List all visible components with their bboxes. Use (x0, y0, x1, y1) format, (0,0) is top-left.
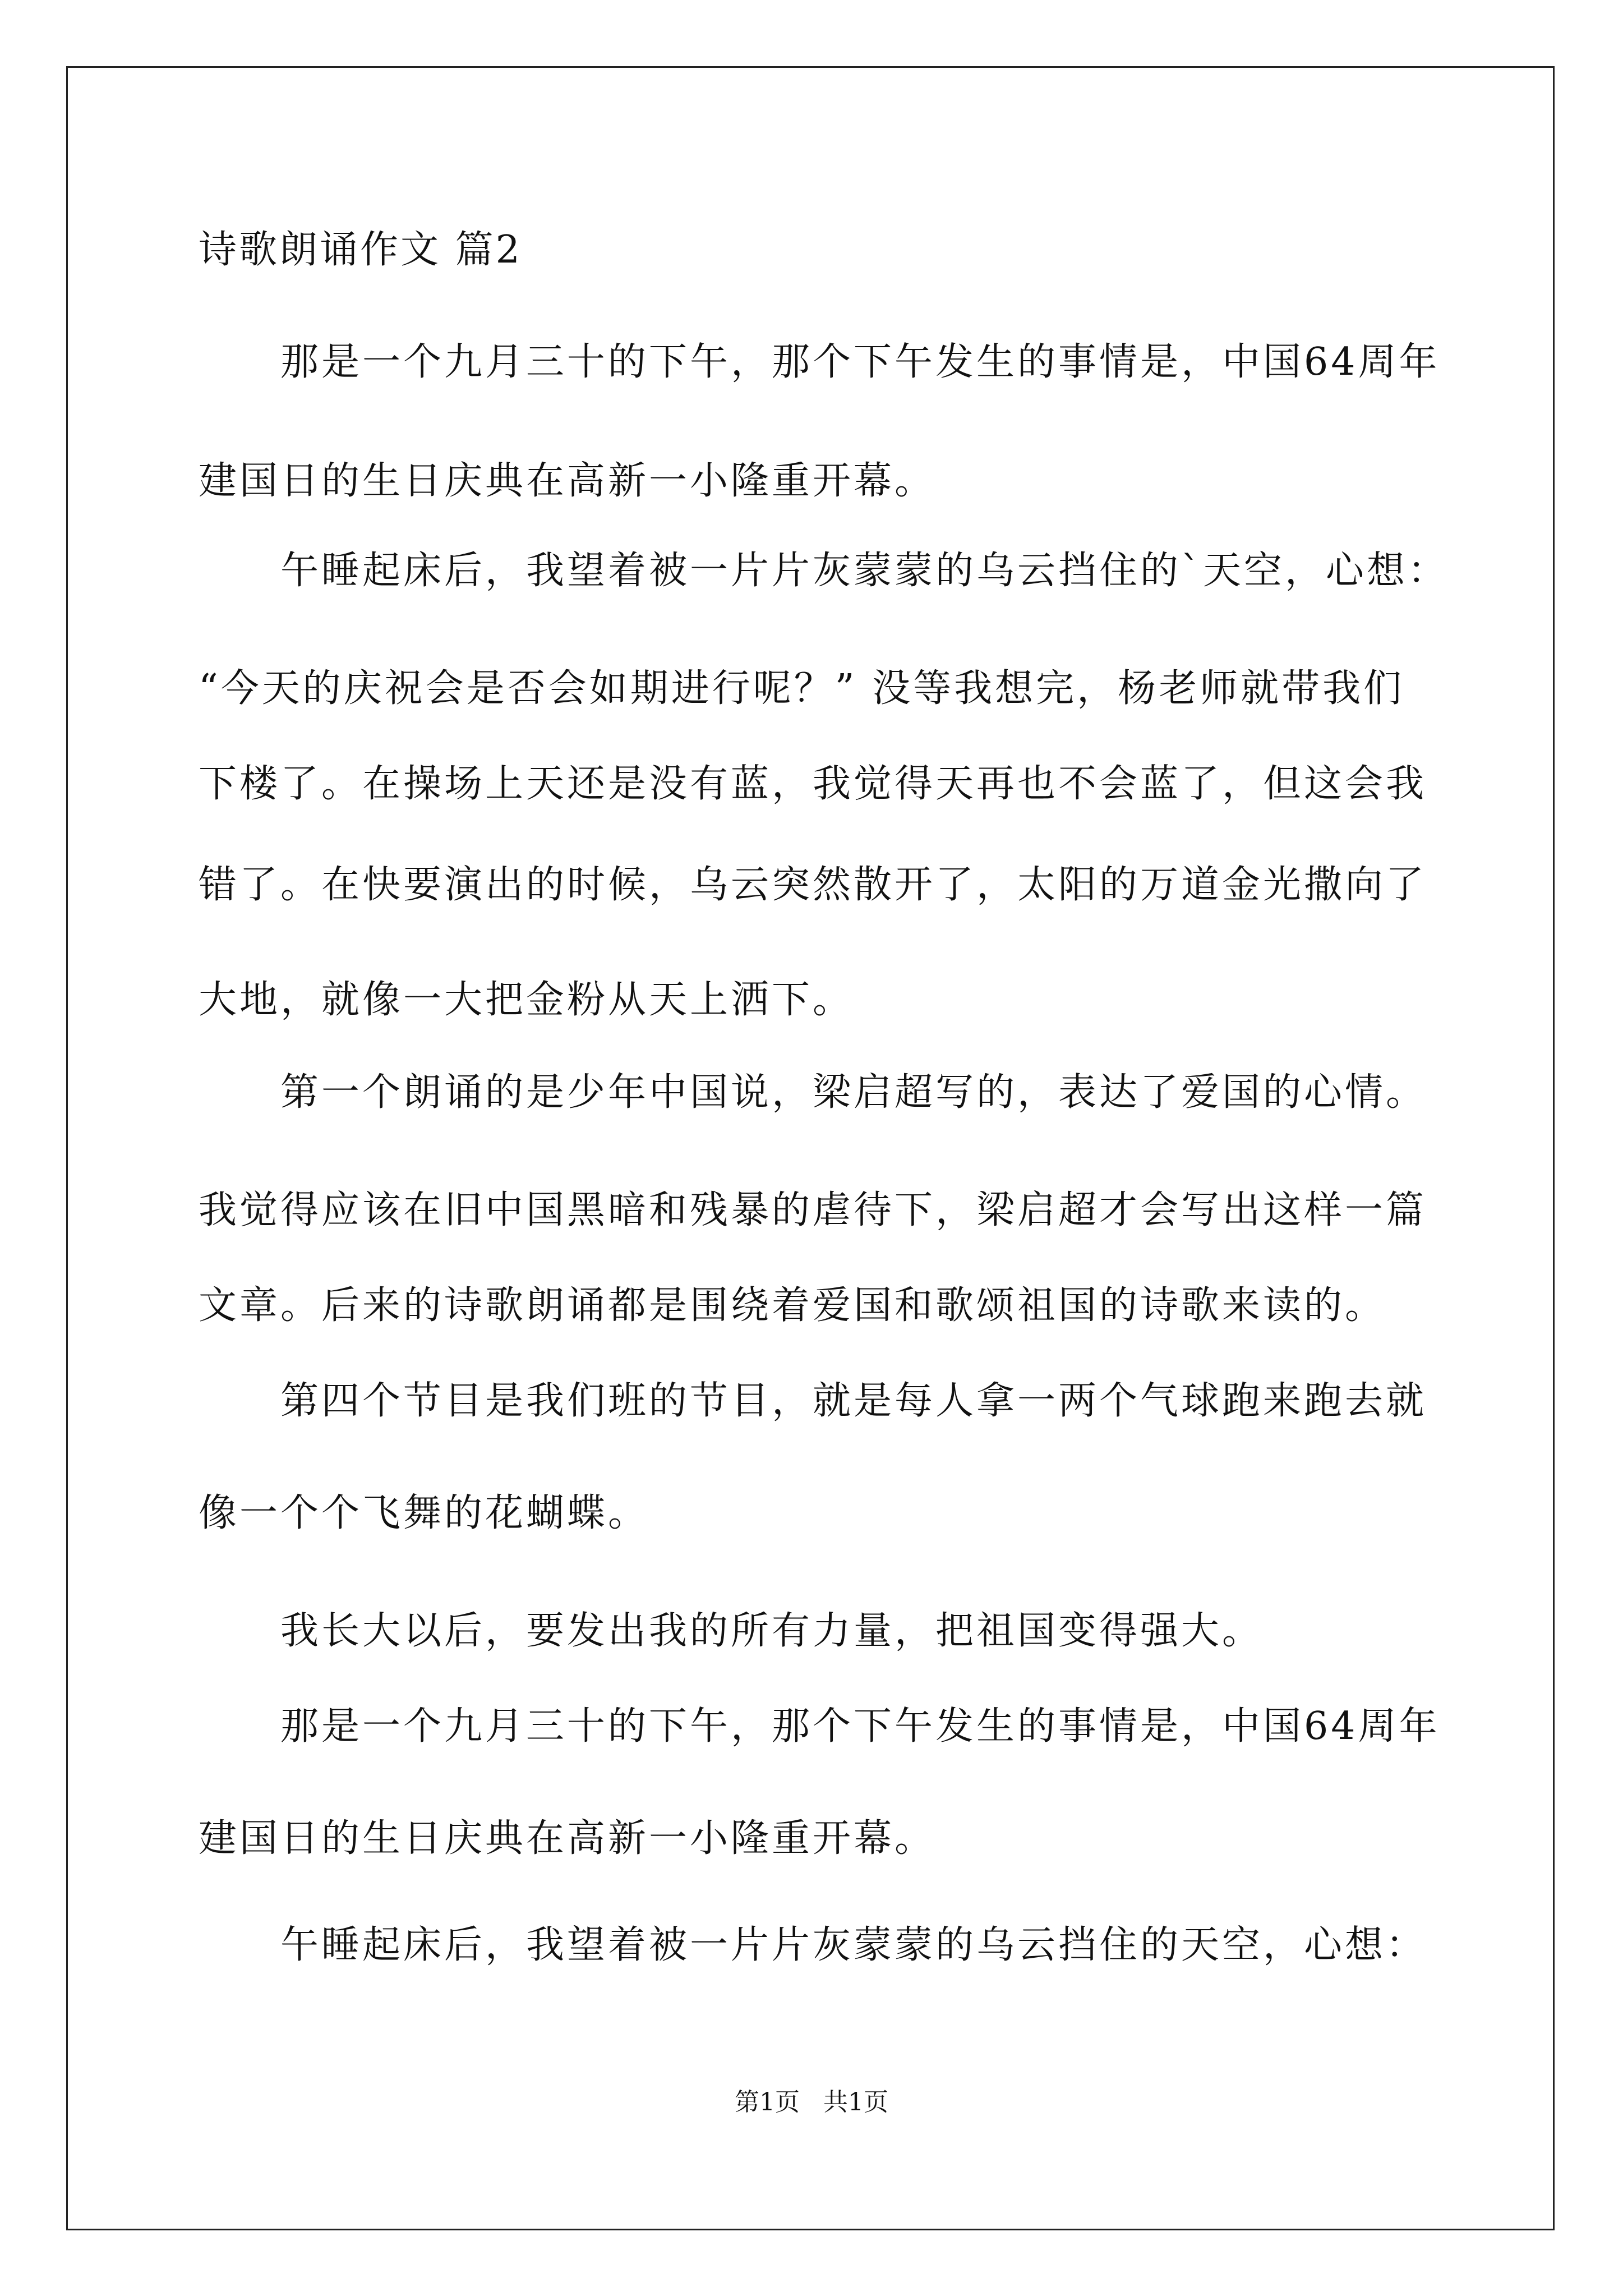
paragraph-line: 第一个朗诵的是少年中国说，梁启超写的，表达了爱国的心情。 (280, 1070, 1427, 1115)
paragraph-line: 像一个个飞舞的花蝴蝶。 (199, 1491, 649, 1535)
paragraph-line: 文章。后来的诗歌朗诵都是围绕着爱国和歌颂祖国的诗歌来读的。 (199, 1283, 1386, 1328)
paragraph-line: 下楼了。在操场上天还是没有蓝，我觉得天再也不会蓝了，但这会我 (199, 762, 1427, 806)
paragraph-line: 那是一个九月三十的下午，那个下午发生的事情是，中国64周年 (280, 340, 1440, 384)
paragraph-line: 午睡起床后，我望着被一片片灰蒙蒙的乌云挡住的天空，心想： (280, 1923, 1427, 1967)
paragraph-line: 第四个节目是我们班的节目，就是每人拿一两个气球跑来跑去就 (280, 1379, 1427, 1423)
paragraph-line: 我长大以后，要发出我的所有力量，把祖国变得强大。 (280, 1609, 1264, 1653)
paragraph-line: 我觉得应该在旧中国黑暗和残暴的虐待下，梁启超才会写出这样一篇 (199, 1188, 1427, 1232)
paragraph-line: 错了。在快要演出的时候，乌云突然散开了，太阳的万道金光撒向了 (199, 863, 1427, 907)
page-footer: 第1页 共1页 (735, 2088, 888, 2116)
paragraph-line: 大地，就像一大把金粉从天上洒下。 (199, 978, 854, 1022)
paragraph-line: 建国日的生日庆典在高新一小隆重开幕。 (199, 459, 936, 503)
paragraph-line: 那是一个九月三十的下午，那个下午发生的事情是，中国64周年 (280, 1704, 1440, 1749)
paragraph-line: 午睡起床后，我望着被一片片灰蒙蒙的乌云挡住的`天空，心想： (280, 549, 1449, 593)
document-title: 诗歌朗诵作文 篇2 (199, 228, 522, 272)
paragraph-line: “今天的庆祝会是否会如期进行呢？” 没等我想完，杨老师就带我们 (199, 666, 1405, 711)
paragraph-line: 建国日的生日庆典在高新一小隆重开幕。 (199, 1816, 936, 1861)
page-border (66, 66, 1555, 2230)
